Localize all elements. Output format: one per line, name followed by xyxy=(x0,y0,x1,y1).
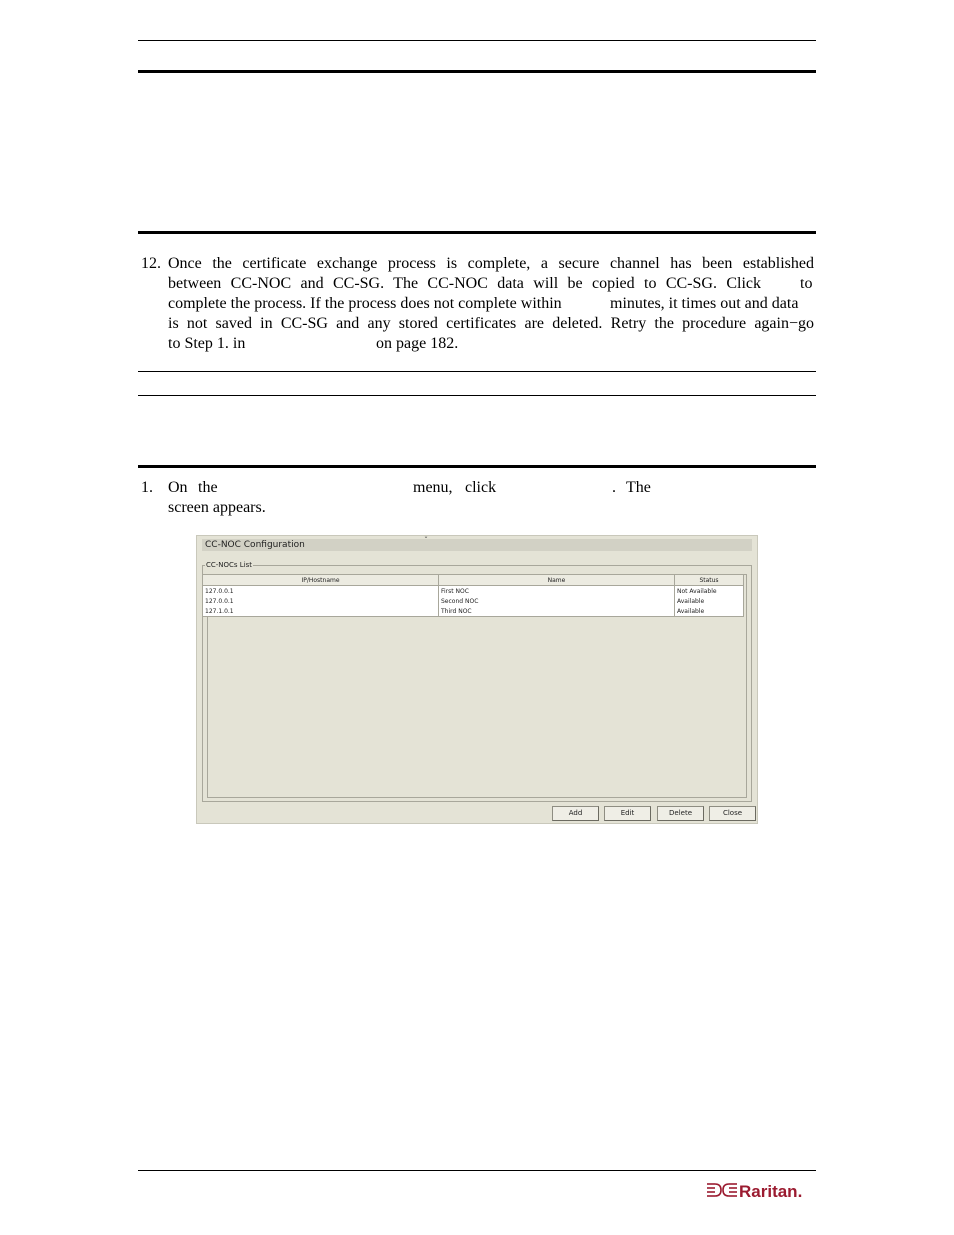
step-12-line-1: Once the certificate exchange process is complete, a secure channel has been established xyxy=(168,255,814,272)
panel-title-text: CC-NOC Configuration xyxy=(205,540,305,550)
cell-name: First NOC xyxy=(439,586,675,597)
table-row[interactable] xyxy=(203,596,744,606)
raritan-emblem-icon xyxy=(707,1184,737,1196)
footer-rule xyxy=(138,1170,816,1171)
step-12-line-3-start: complete the process. If the process does not complete within xyxy=(168,295,562,312)
step-1-word-the-2: The xyxy=(626,479,651,496)
column-status[interactable]: Status xyxy=(675,575,744,586)
header-rule-thick xyxy=(138,70,816,73)
step-1-word-menu: menu, xyxy=(413,479,453,496)
cell-status: Available xyxy=(675,596,744,606)
note-rule-2 xyxy=(138,395,816,396)
step-12-line-3-end: minutes, it times out and data xyxy=(610,295,799,312)
raritan-logo xyxy=(706,1179,812,1203)
step-1-word-on: On xyxy=(168,479,188,496)
column-name[interactable]: Name xyxy=(439,575,675,586)
cell-name: Second NOC xyxy=(439,596,675,606)
cc-nocs-list-legend: CC-NOCs List xyxy=(206,561,253,569)
cc-noc-configuration-screenshot xyxy=(196,535,758,824)
cell-ip: 127.0.0.1 xyxy=(203,586,439,597)
cell-ip: 127.1.0.1 xyxy=(203,606,439,617)
step-1-number: 1. xyxy=(141,479,153,496)
table-row[interactable] xyxy=(203,606,744,617)
step-1-word-click: click xyxy=(465,479,497,496)
header-rule-top xyxy=(138,40,816,41)
caret-icon: ˇ xyxy=(424,536,428,545)
cell-name: Third NOC xyxy=(439,606,675,617)
procedure-rule xyxy=(138,465,816,468)
section-rule xyxy=(138,231,816,234)
panel-title xyxy=(202,536,752,551)
column-ip-hostname[interactable]: IP/Hostname xyxy=(203,575,439,586)
edit-button[interactable]: Edit xyxy=(604,806,651,821)
add-button[interactable]: Add xyxy=(552,806,599,821)
step-12-number: 12. xyxy=(141,255,161,272)
step-1-line-2: screen appears. xyxy=(168,499,266,516)
step-12-line-2: between CC-NOC and CC-SG. The CC-NOC data will be copied to CC-SG. Click xyxy=(168,275,761,292)
step-1-period: . xyxy=(612,479,616,496)
table-row[interactable] xyxy=(203,586,744,597)
raritan-wordmark: Raritan. xyxy=(739,1182,803,1201)
step-12-line-5-end: on page 182. xyxy=(376,335,459,352)
step-12-line-5-start: to Step 1. in xyxy=(168,335,246,352)
close-button[interactable]: Close xyxy=(709,806,756,821)
cc-nocs-table xyxy=(202,574,744,617)
delete-button[interactable]: Delete xyxy=(657,806,704,821)
step-12-line-4: is not saved in CC-SG and any stored certificates are deleted. Retry the procedure again−go xyxy=(168,315,814,332)
note-rule-1 xyxy=(138,371,816,372)
cell-ip: 127.0.0.1 xyxy=(203,596,439,606)
step-12-line-2-end: to xyxy=(800,275,813,292)
cell-status: Not Available xyxy=(675,586,744,597)
cell-status: Available xyxy=(675,606,744,617)
step-1-word-the: the xyxy=(198,479,218,496)
